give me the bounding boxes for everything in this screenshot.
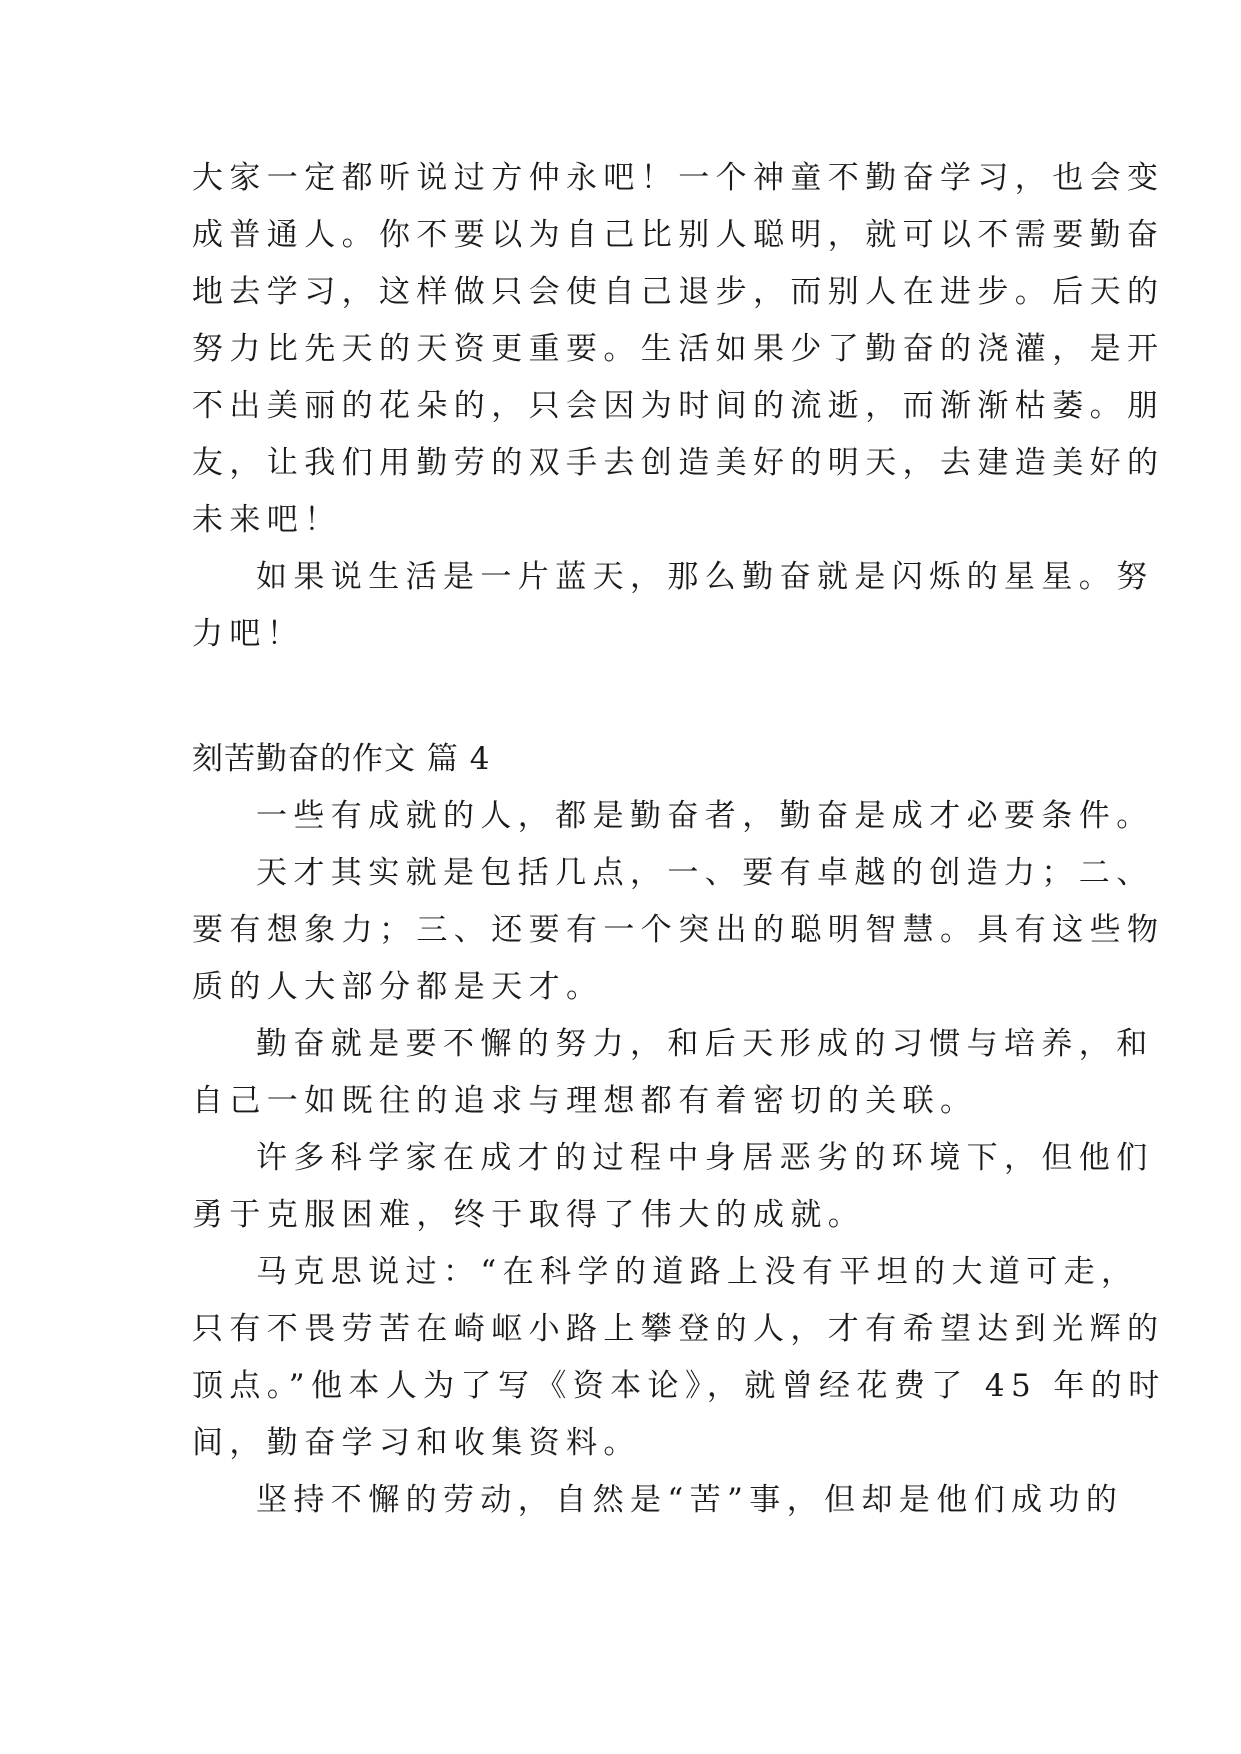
text-line: 坚持不懈的劳动，自然是“苦”事，但却是他们成功的 xyxy=(256,1482,1124,1518)
text-line: 许多科学家在成才的过程中身居恶劣的环境下，但他们 xyxy=(256,1140,1154,1176)
section-gap xyxy=(192,663,1062,731)
text-line: 力吧！ xyxy=(192,616,305,652)
text-line: 努力比先天的天资更重要。生活如果少了勤奋的浇灌，是开 xyxy=(192,331,1165,367)
document-page xyxy=(192,150,1166,1529)
paragraph xyxy=(192,150,1165,549)
text-line: 顶点。”他本人为了写《资本论》，就曾经花费了 45 年的时 xyxy=(192,1368,1166,1404)
paragraph xyxy=(192,1472,1124,1529)
paragraph xyxy=(192,1016,1154,1130)
text-line: 要有想象力；三、还要有一个突出的聪明智慧。具有这些物 xyxy=(192,912,1165,948)
paragraph xyxy=(192,1244,1166,1472)
paragraph xyxy=(192,1130,1154,1244)
text-line: 成普通人。你不要以为自己比别人聪明，就可以不需要勤奋 xyxy=(192,217,1165,253)
text-line: 一些有成就的人，都是勤奋者，勤奋是成才必要条件。 xyxy=(256,798,1154,834)
text-line: 友，让我们用勤劳的双手去创造美好的明天，去建造美好的 xyxy=(192,445,1165,481)
paragraph xyxy=(192,788,1154,845)
text-line: 地去学习，这样做只会使自己退步，而别人在进步。后天的 xyxy=(192,274,1165,310)
text-line: 勤奋就是要不懈的努力，和后天形成的习惯与培养，和 xyxy=(256,1026,1154,1062)
text-line: 大家一定都听说过方仲永吧！一个神童不勤奋学习，也会变 xyxy=(192,160,1165,196)
text-line: 间，勤奋学习和收集资料。 xyxy=(192,1425,641,1461)
text-line: 天才其实就是包括几点，一、要有卓越的创造力；二、 xyxy=(256,855,1154,891)
text-line: 如果说生活是一片蓝天，那么勤奋就是闪烁的星星。努 xyxy=(256,559,1154,595)
section-heading: 刻苦勤奋的作文 篇 4 xyxy=(192,741,491,777)
text-line: 未来吧！ xyxy=(192,502,342,538)
text-line: 勇于克服困难，终于取得了伟大的成就。 xyxy=(192,1197,866,1233)
paragraph xyxy=(192,549,1154,663)
text-line: 质的人大部分都是天才。 xyxy=(192,969,604,1005)
text-line: 马克思说过：“在科学的道路上没有平坦的大道可走， xyxy=(256,1254,1139,1290)
paragraph xyxy=(192,845,1165,1016)
text-line: 自己一如既往的追求与理想都有着密切的关联。 xyxy=(192,1083,978,1119)
text-line: 只有不畏劳苦在崎岖小路上攀登的人，才有希望达到光辉的 xyxy=(192,1311,1165,1347)
text-line: 不出美丽的花朵的，只会因为时间的流逝，而渐渐枯萎。朋 xyxy=(192,388,1165,424)
